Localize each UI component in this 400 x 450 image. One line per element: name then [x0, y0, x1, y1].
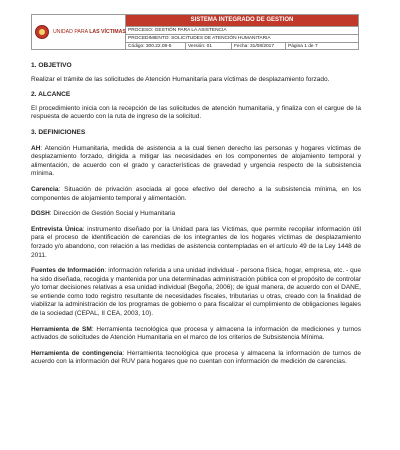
document-body [31, 62, 361, 367]
objetivo-text: Realizar el trámite de las solicitudes de Atención Humanitaria para víctimas de desplazamiento forzado. [31, 75, 330, 83]
version-cell: Versión: 01 [186, 43, 232, 50]
definition-term: Fuentes de Información [31, 267, 105, 275]
definition-entrevista-unica [31, 226, 361, 260]
definition-term: Carencia [31, 185, 59, 193]
objetivo-heading: 1. OBJETIVO [31, 62, 72, 69]
coat-of-arms-icon [35, 25, 49, 39]
definition-term: Entrevista Única [31, 225, 83, 233]
definition-ah [31, 145, 361, 179]
definition-term: DGSH [31, 210, 50, 218]
logo-text-light: UNIDAD PARA [53, 29, 88, 35]
definiciones-heading: 3. DEFINICIONES [31, 128, 86, 136]
definition-term: Herramienta de contingencia [31, 349, 123, 357]
definition-carencia [31, 186, 361, 203]
metadata-row [126, 42, 358, 50]
definition-text: información referida a una unidad individual - persona física, hogar, empresa, etc. - que ha sido diseñada, recogida y mantenida por una determinadas administración pública con el propósito de controlar y/o tomar decisiones relativas a esa unidad individual (Begoña, 2006); de igual manera, de acuerdo con el DANE, se entiende como todo registro resultante de necesidades fiscales, tributarias u otras, creado con la finalidad de viabilizar la administración de los programas de gobierno o para fiscalizar el cumplimiento de obligaciones legales de la sociedad (CEPAL, II CEA, 2003, 10). [31, 267, 361, 318]
definition-text: Dirección de Gestión Social y Humanitaria [53, 210, 176, 218]
fecha-cell: Fecha: 31/08/2017 [232, 43, 286, 50]
definition-separator: : [104, 267, 109, 275]
definition-term: Herramienta de SM [31, 325, 92, 333]
definition-herramienta-sm [31, 326, 361, 343]
definition-text: Herramienta tecnológica que procesa y almacena la información de mediciones y turnos activados de solicitudes de Atención Humanitaria en el marco de los criterios de Subsistencia Mínima. [31, 325, 361, 342]
system-title: SISTEMA INTEGRADO DE GESTION [126, 15, 358, 26]
logo-text [53, 29, 126, 35]
definition-text: instrumento diseñado por la Unidad para las Víctimas, que permite recopilar información útil para el proceso de identificación de carencias de los integrantes de los hogares víctimas de desplazamiento forzado y/o abandono, con relación a las medidas de asistencia contempladas en el artículo 49 de la Ley 1448 de 2011. [31, 225, 362, 259]
alcance-heading: 2. ALCANCE [31, 91, 71, 99]
alcance-text: El procedimiento inicia con la recepción de las solicitudes de atención humanitaria, y finaliza con el cargue de la respuesta de acuerdo con la ruta de ingreso de la solicitud. [31, 104, 361, 121]
definition-herramienta-contingencia [31, 350, 361, 367]
pagina-cell: Página 1 de 7 [288, 44, 318, 49]
definition-text: Situación de privación asociada al goce efectivo del derecho a la subsistencia mínima, en los componentes de alojamiento temporal y alimentación. [31, 185, 361, 202]
definition-term: AH [31, 144, 41, 152]
definition-separator: : [58, 185, 65, 193]
codigo-cell: Código: 300.22.08-5 [126, 43, 186, 50]
definition-text: Herramienta tecnológica que procesa y almacena la información de turnos de acuerdo con la información del RUV para hogares que no cuentan con información de medición de carencias. [31, 349, 361, 366]
definition-separator: : [40, 144, 45, 152]
definition-separator: : [82, 225, 88, 233]
definition-separator: : [122, 349, 128, 357]
definition-text: Atención Humanitaria, medida de asistencia a la cual tienen derecho las personas y hogares víctimas de desplazamiento forzado, dirigida a mitigar las necesidades en los componentes de alojamiento temporal y alimentación, de acuerdo con el grado y características de gravedad y urgencia respecto de la subsistencia mínima. [31, 144, 361, 178]
procedimiento-row: PROCEDIMIENTO: SOLICITUDES DE ATENCIÓN HUMANITARIA [126, 34, 358, 42]
definition-separator: : [49, 210, 54, 218]
definition-separator: : [91, 325, 97, 333]
definition-fuentes-de-informacion [31, 267, 361, 319]
header-info-table [126, 15, 358, 49]
logo-text-bold: LAS VÍCTIMAS [89, 29, 126, 35]
logo [32, 15, 126, 49]
document-header [31, 14, 359, 50]
definition-dgsh [31, 210, 361, 219]
proceso-row: PROCESO: GESTIÓN PARA LA ASISTENCIA [126, 26, 358, 34]
